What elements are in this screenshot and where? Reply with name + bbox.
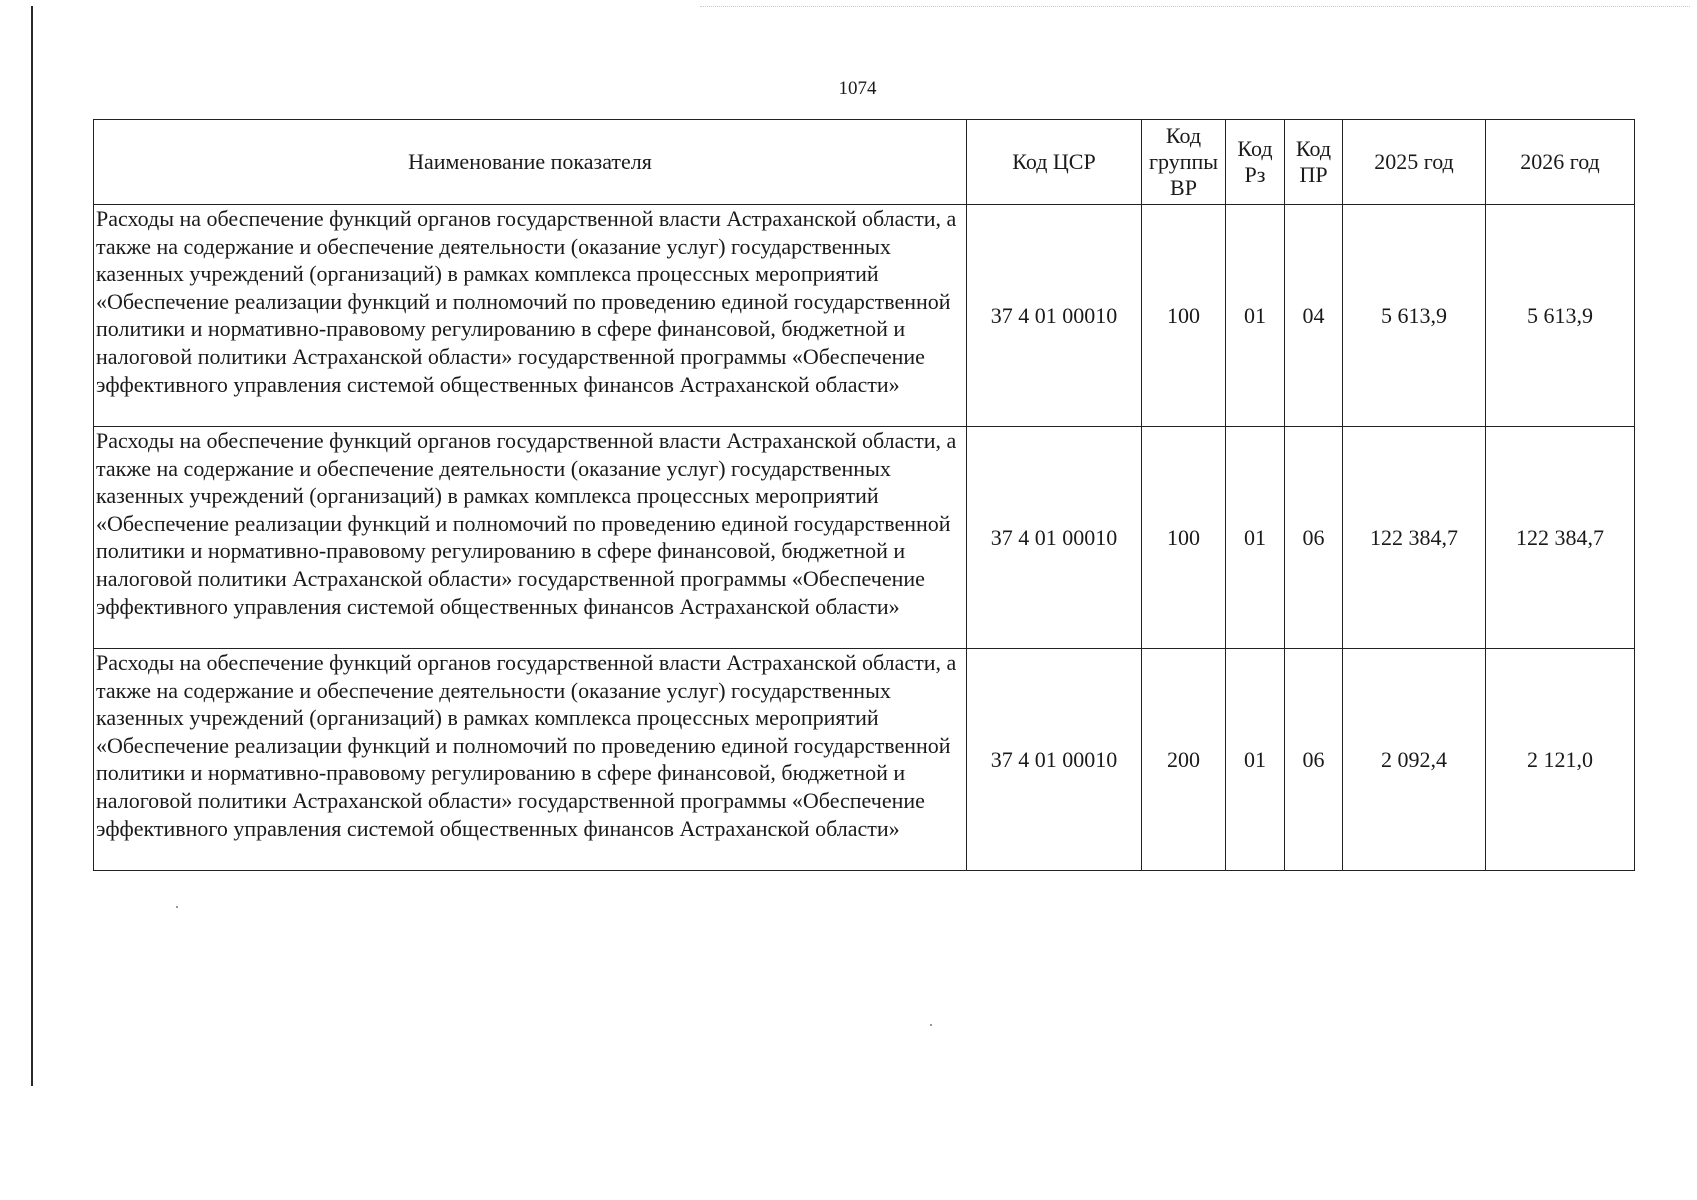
row-pr-code-cell: 06 — [1285, 649, 1343, 871]
row-rz-code-cell: 01 — [1226, 427, 1285, 649]
row-year-2026-cell: 122 384,7 — [1486, 427, 1635, 649]
row-year-2025-cell: 5 613,9 — [1343, 205, 1486, 427]
row-rz-code-cell: 01 — [1226, 205, 1285, 427]
header-year-2026: 2026 год — [1486, 120, 1635, 205]
row-year-2026-cell: 2 121,0 — [1486, 649, 1635, 871]
row-name-cell: Расходы на обеспечение функций органов государственной власти Астраханской области, а также на содержание и обеспечение деятельности (оказание услуг) государственных казенных учреждений (организаций) в рамках комплекса процессных мероприятий «Обеспечение реализации функций и полномочий по проведению единой государственной политики и нормативно-правовому регулированию в сфере финансовой, бюджетной и налоговой политики Астраханской области» государственной программы «Обеспечение эффективного управления системой общественных финансов Астраханской области» — [94, 427, 967, 649]
row-csr-code-cell: 37 4 01 00010 — [967, 427, 1142, 649]
header-pr-code: Код ПР — [1285, 120, 1343, 205]
row-year-2025-cell: 2 092,4 — [1343, 649, 1486, 871]
row-csr-code-cell: 37 4 01 00010 — [967, 649, 1142, 871]
row-rz-code-cell: 01 — [1226, 649, 1285, 871]
header-name: Наименование показателя — [94, 120, 967, 205]
row-pr-code-cell: 06 — [1285, 427, 1343, 649]
header-rz-code: Код Рз — [1226, 120, 1285, 205]
header-vr-group-code: Код группы ВР — [1142, 120, 1226, 205]
scan-top-noise — [700, 6, 1690, 7]
row-year-2025-cell: 122 384,7 — [1343, 427, 1486, 649]
page-number: 1074 — [838, 78, 877, 99]
table-header-row — [94, 120, 1635, 205]
table-row — [94, 427, 1635, 649]
scan-edge-line — [31, 6, 33, 1086]
table-row — [94, 205, 1635, 427]
scan-speck — [930, 1024, 932, 1026]
row-vr-group-code-cell: 100 — [1142, 205, 1226, 427]
scan-speck — [176, 906, 178, 908]
row-csr-code-cell: 37 4 01 00010 — [967, 205, 1142, 427]
row-vr-group-code-cell: 100 — [1142, 427, 1226, 649]
row-pr-code-cell: 04 — [1285, 205, 1343, 427]
table-row — [94, 649, 1635, 871]
row-year-2026-cell: 5 613,9 — [1486, 205, 1635, 427]
header-csr-code: Код ЦСР — [967, 120, 1142, 205]
row-name-cell: Расходы на обеспечение функций органов государственной власти Астраханской области, а также на содержание и обеспечение деятельности (оказание услуг) государственных казенных учреждений (организаций) в рамках комплекса процессных мероприятий «Обеспечение реализации функций и полномочий по проведению единой государственной политики и нормативно-правовому регулированию в сфере финансовой, бюджетной и налоговой политики Астраханской области» государственной программы «Обеспечение эффективного управления системой общественных финансов Астраханской области» — [94, 205, 967, 427]
budget-table — [93, 119, 1635, 871]
row-vr-group-code-cell: 200 — [1142, 649, 1226, 871]
header-year-2025: 2025 год — [1343, 120, 1486, 205]
row-name-cell: Расходы на обеспечение функций органов государственной власти Астраханской области, а также на содержание и обеспечение деятельности (оказание услуг) государственных казенных учреждений (организаций) в рамках комплекса процессных мероприятий «Обеспечение реализации функций и полномочий по проведению единой государственной политики и нормативно-правовому регулированию в сфере финансовой, бюджетной и налоговой политики Астраханской области» государственной программы «Обеспечение эффективного управления системой общественных финансов Астраханской области» — [94, 649, 967, 871]
